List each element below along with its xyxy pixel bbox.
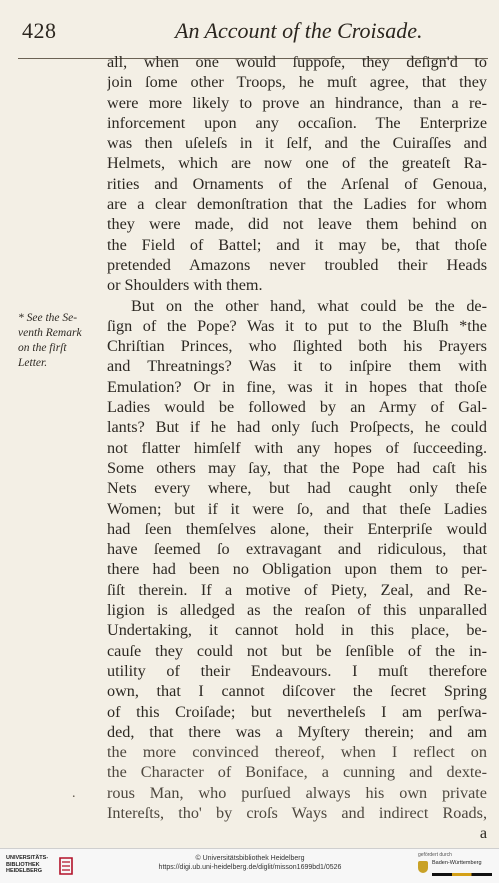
text-line: are a clear demonſtration that the Ladies for whom — [107, 195, 487, 214]
text-line: own, that I cannot diſcover the ſecret Spring — [107, 682, 487, 701]
permalink[interactable]: https://digi.ub.uni-heidelberg.de/diglit/misson1699bd1/0526 — [158, 864, 342, 871]
catchword: a — [479, 824, 487, 843]
text-line: Some others may ſay, that the Pope had caſt his — [107, 458, 487, 477]
library-emblem-icon — [58, 856, 74, 876]
text-line: and Threatnings? Was it to inſpire them with — [107, 357, 487, 376]
sponsor-block — [410, 852, 495, 880]
text-line: had ſeen themſelves alone, their Enterpriſe would — [107, 519, 487, 538]
text-line: Helmets, which are now one of the greateſt Ra- — [107, 154, 487, 173]
text-line: ligion is alledged as the reaſon of this unparalled — [107, 601, 487, 620]
text-line: pretended Amazons never troubled their Heads — [107, 255, 487, 274]
text-line: was then uſeleſs in it ſelf, and the Cuiraſſes and — [107, 134, 487, 153]
text-line: Nets every where, but had caught only theſe — [107, 479, 487, 498]
text-line: have ſeemed ſo extravagant and ridiculous, that — [107, 540, 487, 559]
margin-note-line: on the firſt — [18, 342, 67, 354]
text-line: they were made, did not leave them behind on — [107, 215, 487, 234]
margin-mark: . — [72, 786, 76, 801]
text-line: or Shoulders with them. — [107, 276, 263, 295]
text-line: cauſe they could not but be ſenſible of the in- — [107, 641, 487, 660]
text-line: But on the other hand, what could be the de- — [131, 296, 487, 315]
library-name-line: BIBLIOTHEK — [6, 861, 40, 868]
text-line: were more likely to prove an hindrance, than a re- — [107, 93, 487, 112]
copyright-notice — [130, 854, 370, 872]
text-line: utility of their Endeavours. I muſt therefore — [107, 661, 487, 680]
text-line: there had been no Obligation upon them to per- — [107, 560, 487, 579]
text-line: ded, that there was a Myſtery therein; and am — [107, 722, 487, 741]
library-name-line: UNIVERSITÄTS- — [6, 855, 49, 861]
text-line: the Field of Battel; and it may be, that thoſe — [107, 235, 487, 254]
text-line: of this Croiſade; but neverthelеſs I am perſwa- — [107, 702, 487, 721]
text-line: join ſome other Troops, he muſt agree, that they — [107, 73, 487, 92]
text-line: Emulation? Or in fine, was it in hopes that thoſe — [107, 377, 487, 396]
running-head: An Account of the Croisade. — [175, 18, 423, 43]
text-line: the Character of Boniface, a cunning and dexte- — [107, 763, 487, 782]
text-line: Ladies would be followed by an Army of Gal- — [107, 398, 487, 417]
margin-note-line: * See the Se- — [18, 312, 78, 324]
body-text — [107, 52, 487, 844]
page-header — [0, 14, 499, 48]
sponsor-label: gefördert durch — [418, 852, 452, 858]
text-line: Intereſts, tho' by croſs Ways and indirect Roads, — [107, 803, 487, 822]
viewer-footer — [0, 848, 499, 883]
margin-note — [18, 311, 104, 371]
library-logo[interactable] — [6, 855, 76, 879]
text-line: ſign of the Pope? Was it to put to the Bluſh *the — [107, 316, 487, 335]
margin-note-line: venth Remark — [18, 327, 82, 339]
text-line: rous Man, who purſued always his own private — [107, 783, 487, 802]
text-line: lants? But if he had only ſuch Proſpects, he could — [107, 418, 487, 437]
library-name-line: HEIDELBERG — [6, 868, 43, 874]
text-line: not flatter himſelf with any hopes of ſucceeding. — [107, 438, 487, 457]
text-line: Chriſtian Princes, who ſlighted both his Prayers — [107, 337, 487, 356]
text-line: Women; but if it were ſo, and that theſe Ladies — [107, 499, 487, 518]
text-line: rities and Ornaments of the Arſenal of Genoua, — [107, 174, 487, 193]
margin-note-line: Letter. — [18, 357, 48, 369]
sponsor-name: Baden-Württemberg — [432, 860, 482, 866]
text-line: inforcement upon any occaſion. The Enterprize — [107, 113, 487, 132]
state-crest-icon — [418, 861, 428, 873]
text-line: all, when one would ſuppoſe, they deſign'd to — [107, 53, 487, 71]
text-line: Undertaking, it cannot hold in this place, be- — [107, 621, 487, 640]
text-line: ſiſt therein. If a motive of Piety, Zeal, and Re- — [107, 580, 487, 599]
text-line: the more convinced thereof, when I reflect on — [107, 743, 487, 762]
sponsor-stripe — [432, 873, 492, 876]
page-number: 428 — [22, 18, 57, 43]
copyright-text: © Universitätsbibliothek Heidelberg — [195, 855, 305, 862]
